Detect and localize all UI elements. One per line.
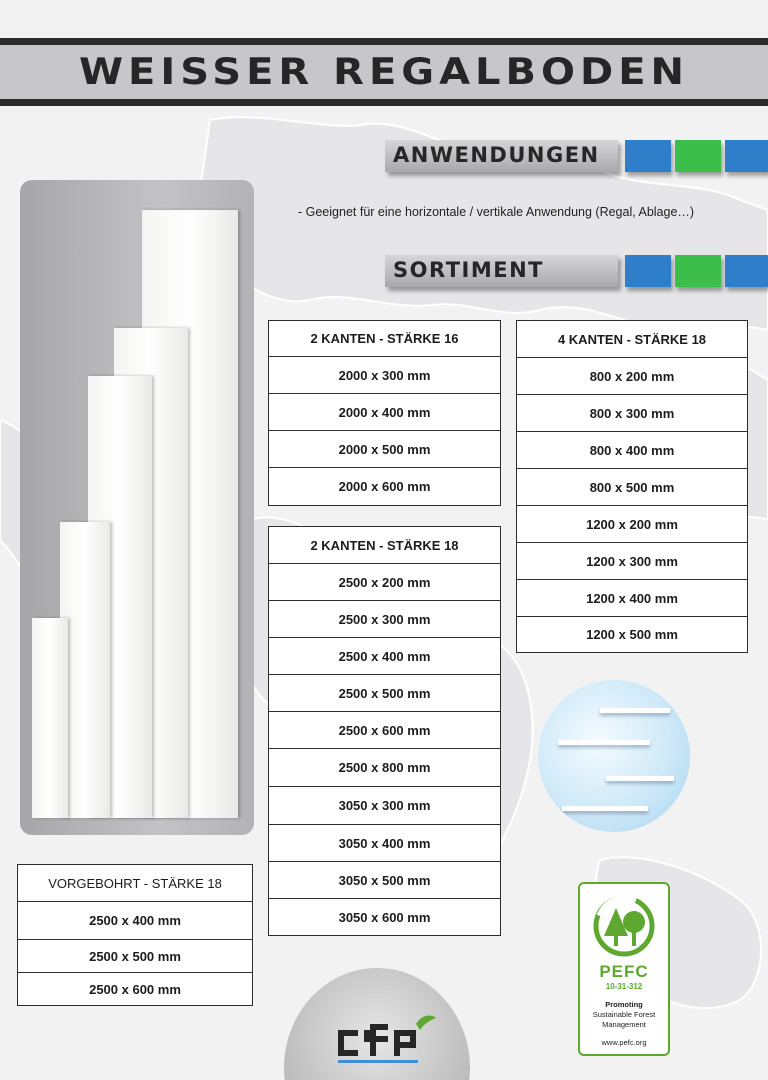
size-row: 3050 x 500 mm bbox=[269, 862, 500, 899]
table-header: VORGEBOHRT - STÄRKE 18 bbox=[18, 865, 252, 902]
shelf-boards-image bbox=[20, 180, 254, 835]
size-row: 2500 x 300 mm bbox=[269, 601, 500, 638]
blue-swatch bbox=[725, 255, 768, 287]
range-label: SORTIMENT bbox=[393, 258, 544, 282]
size-row: 2500 x 800 mm bbox=[269, 749, 500, 787]
table-predrilled-18 bbox=[17, 864, 253, 1006]
size-row: 2500 x 400 mm bbox=[269, 638, 500, 675]
range-label-box bbox=[385, 255, 618, 287]
pefc-brand: PEFC bbox=[599, 962, 649, 981]
size-row: 2500 x 400 mm bbox=[18, 902, 252, 940]
size-row: 800 x 400 mm bbox=[517, 432, 747, 469]
blue-swatch bbox=[625, 140, 671, 172]
size-row: 3050 x 300 mm bbox=[269, 787, 500, 825]
size-row: 2000 x 600 mm bbox=[338, 479, 431, 494]
cfp-logo bbox=[330, 1010, 440, 1066]
floating-shelf bbox=[558, 740, 650, 745]
table-header: 2 KANTEN - STÄRKE 18 bbox=[269, 527, 500, 564]
size-row: 1200 x 200 mm bbox=[517, 506, 747, 543]
table-header: 4 KANTEN - STÄRKE 18 bbox=[517, 321, 747, 358]
blue-swatch bbox=[725, 140, 768, 172]
size-row: 800 x 200 mm bbox=[517, 358, 747, 395]
size-row: 1200 x 500 mm bbox=[586, 627, 678, 642]
size-row: 3050 x 600 mm bbox=[338, 909, 431, 925]
title-banner bbox=[0, 38, 768, 106]
size-row: 2000 x 300 mm bbox=[269, 357, 500, 394]
table-2-edges-18 bbox=[268, 526, 501, 936]
pefc-url: www.pefc.org bbox=[601, 1038, 647, 1047]
pefc-tagline bbox=[582, 1000, 666, 1030]
green-swatch bbox=[675, 140, 721, 172]
blue-swatch bbox=[625, 255, 671, 287]
page-title: WEISSER REGALBODEN bbox=[78, 50, 690, 94]
pefc-tree-icon bbox=[580, 886, 668, 964]
table-header: 2 KANTEN - STÄRKE 16 bbox=[269, 321, 500, 357]
range-header bbox=[385, 255, 768, 291]
size-row: 2500 x 500 mm bbox=[18, 940, 252, 973]
pefc-badge bbox=[578, 882, 670, 1056]
pefc-tagline-3: Management bbox=[602, 1020, 646, 1029]
size-row: 2500 x 200 mm bbox=[269, 564, 500, 601]
applications-header bbox=[385, 140, 768, 176]
applications-label: ANWENDUNGEN bbox=[393, 143, 600, 167]
wall-shelves-image bbox=[538, 680, 690, 832]
pefc-code: 10-31-312 bbox=[605, 982, 643, 991]
floating-shelf bbox=[606, 776, 674, 781]
floating-shelf bbox=[562, 806, 648, 811]
size-row: 1200 x 400 mm bbox=[517, 580, 747, 617]
table-2-edges-16 bbox=[268, 320, 501, 506]
size-row: 3050 x 400 mm bbox=[269, 825, 500, 862]
size-row: 800 x 300 mm bbox=[517, 395, 747, 432]
size-row: 2000 x 400 mm bbox=[269, 394, 500, 431]
size-row: 2500 x 600 mm bbox=[89, 981, 181, 997]
size-row: 2500 x 500 mm bbox=[269, 675, 500, 712]
size-row: 800 x 500 mm bbox=[517, 469, 747, 506]
size-row: 2000 x 500 mm bbox=[269, 431, 500, 468]
table-4-edges-18 bbox=[516, 320, 748, 653]
pefc-tagline-2: Sustainable Forest bbox=[592, 1010, 656, 1019]
applications-label-box bbox=[385, 140, 618, 172]
size-row: 1200 x 300 mm bbox=[517, 543, 747, 580]
green-swatch bbox=[675, 255, 721, 287]
floating-shelf bbox=[600, 708, 670, 713]
pefc-tagline-1: Promoting bbox=[605, 1000, 643, 1009]
board bbox=[32, 618, 68, 818]
usage-description: - Geeignet für eine horizontale / vertikale Anwendung (Regal, Ablage…) bbox=[298, 205, 695, 219]
size-row: 2500 x 600 mm bbox=[269, 712, 500, 749]
